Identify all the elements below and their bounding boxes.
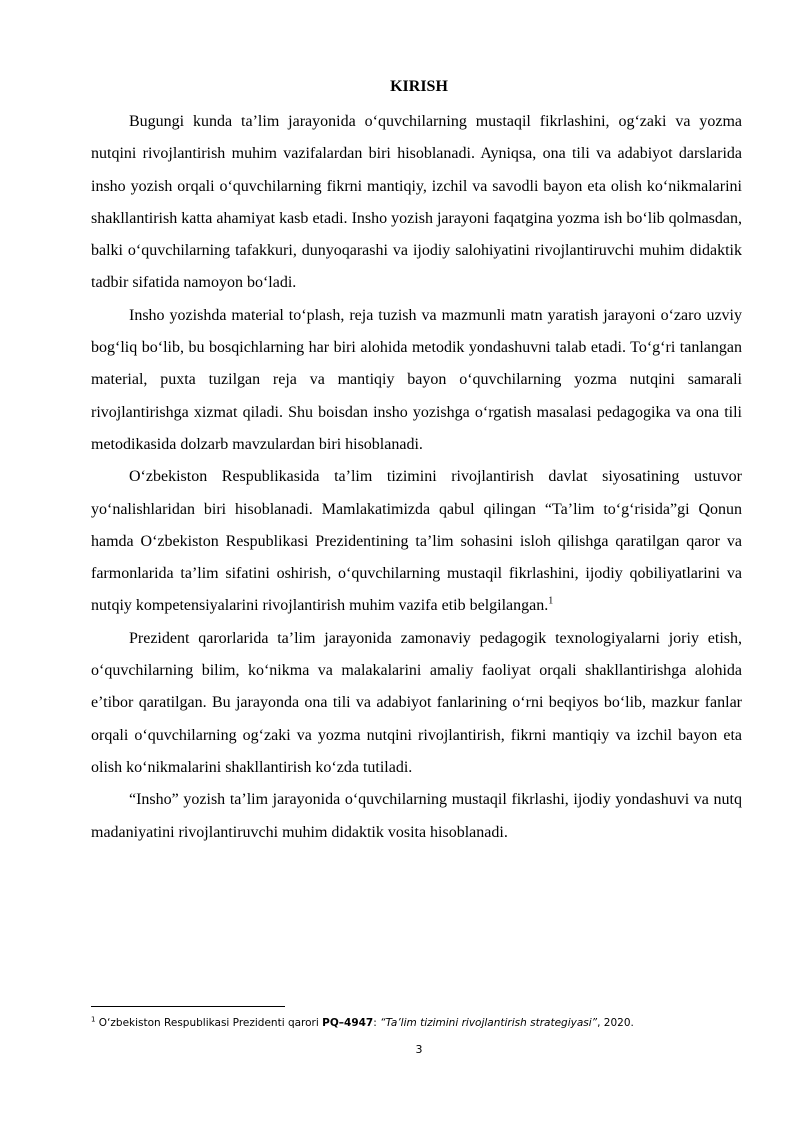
page-title: KIRISH	[390, 78, 448, 95]
paragraph-3	[91, 461, 742, 622]
footnote-quote-close: ”	[591, 1017, 598, 1029]
footnote-decree-code: PQ–4947	[322, 1017, 374, 1029]
paragraph-5: “Insho” yozish ta’lim jarayonida o‘quvchilarning mustaqil fikrlashi, ijodiy yondashuvi va nutq madaniyatini rivojlantiruvchi muhim didaktik vosita hisoblanadi.	[91, 791, 742, 841]
footnote-reference[interactable]: 1	[548, 596, 554, 608]
footnote-number: 1	[91, 1015, 96, 1024]
page-number: 3	[415, 1043, 423, 1056]
footnote-suffix: , 2020.	[597, 1017, 634, 1029]
footnote-separator-text: :	[373, 1017, 381, 1029]
paragraph-1: Bugungi kunda ta’lim jarayonida o‘quvchilarning mustaqil fikrlashini, og‘zaki va yozma nutqini rivojlantirish muhim vazifalardan biri hisoblanadi. Ayniqsa, ona tili va adabiyot darslarida insho yozish orqali o‘quvchilarning fikrni mantiqiy, izchil va savodli bayon eta olish ko‘nikmalarini shakllantirish katta ahamiyat kasb etadi. Insho yozish jarayoni faqatgina yozma ish bo‘lib qolmasdan, balki o‘quvchilarning tafakkuri, dunyoqarashi va ijodiy salohiyatini rivojlantiruvchi muhim didaktik tadbir sifatida namoyon bo‘ladi.	[91, 113, 742, 292]
footnote	[91, 1015, 751, 1031]
paragraph-2: Insho yozishda material to‘plash, reja tuzish va mazmunli matn yaratish jarayoni o‘zaro uzviy bog‘liq bo‘lib, bu bosqichlarning har biri alohida metodik yondashuvni talab etadi. To‘g‘ri tanlangan material, puxta tuzilgan reja va mantiqiy bayon o‘quvchilarning yozma nutqini samarali rivojlantirishga xizmat qiladi. Shu boisdan insho yozishga o‘rgatish masalasi pedagogika va ona tili metodikasida dolzarb mavzulardan biri hisoblanadi.	[91, 306, 742, 453]
footnote-quote-open: “	[380, 1017, 386, 1029]
footnote-separator	[91, 1006, 285, 1007]
document-body	[91, 106, 742, 849]
footnote-title: Ta’lim tizimini rivojlantirish strategiyasi	[385, 1017, 592, 1029]
footnote-prefix: O‘zbekiston Respublikasi Prezidenti qarori	[95, 1017, 323, 1029]
paragraph-3-text: O‘zbekiston Respublikasida ta’lim tizimini rivojlantirish davlat siyosatining ustuvor yo‘nalishlaridan biri hisoblanadi. Mamlakatimizda qabul qilingan “Ta’lim to‘g‘risida”gi Qonun hamda O‘zbekiston Respublikasi Prezidentining ta’lim sohasini isloh qilishga qaratilgan qaror va farmonlarida ta’lim sifatini oshirish, o‘quvchilarning mustaqil fikrlashini, ijodiy qobiliyatlarini va nutqiy kompetensiyalarini rivojlantirish muhim vazifa etib belgilangan.	[91, 468, 742, 615]
paragraph-4: Prezident qarorlarida ta’lim jarayonida zamonaviy pedagogik texnologiyalarni joriy etish, o‘quvchilarning bilim, ko‘nikma va malakalarini amaliy faoliyat orqali shakllantirishga alohida e’tibor qaratilgan. Bu jarayonda ona tili va adabiyot fanlarining o‘rni beqiyos bo‘lib, mazkur fanlar orqali o‘quvchilarning og‘zaki va yozma nutqini rivojlantirish, fikrni mantiqiy va izchil bayon eta olish ko‘nikmalarini shakllantirish ko‘zda tutiladi.	[91, 629, 742, 776]
